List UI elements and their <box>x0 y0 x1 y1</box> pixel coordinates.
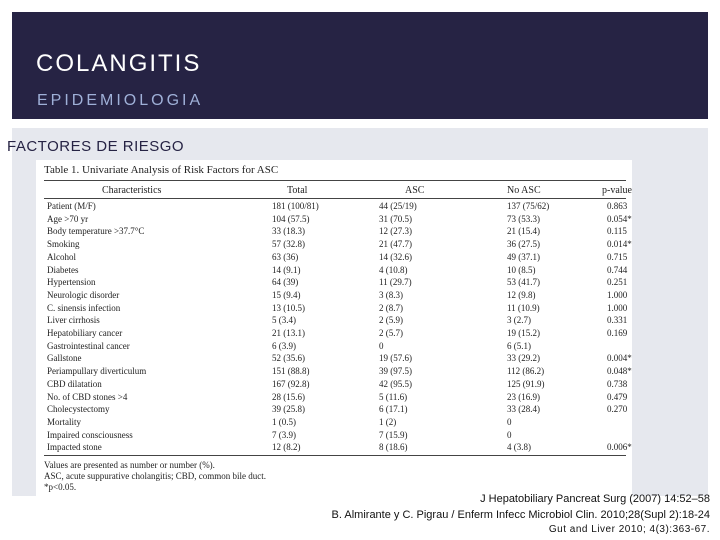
table-header-rule <box>44 198 626 199</box>
table-bottom-rule <box>44 455 626 456</box>
cell-no-asc: 0 <box>507 429 512 440</box>
cell-total: 15 (9.4) <box>272 289 301 300</box>
table-row <box>36 442 632 453</box>
column-header-p-value: p-value <box>602 185 632 196</box>
cell-total: 1 (0.5) <box>272 416 296 427</box>
cell-total: 57 (32.8) <box>272 239 305 250</box>
cell-no-asc: 33 (28.4) <box>507 404 540 415</box>
cell-p-value: 0.715 <box>607 251 628 262</box>
cell-asc: 12 (27.3) <box>379 226 412 237</box>
table-row <box>36 392 632 403</box>
cell-no-asc: 49 (37.1) <box>507 251 540 262</box>
table-row <box>36 239 632 250</box>
reference-citation: B. Almirante y C. Pigrau / Enferm Infecc Microbiol Clin. 2010;28(Supl 2):18-24 <box>331 509 710 521</box>
cell-p-value: 0.863 <box>607 201 628 211</box>
reference-citation: J Hepatobiliary Pancreat Surg (2007) 14:52–58 <box>480 493 710 505</box>
cell-total: 52 (35.6) <box>272 353 305 364</box>
table-notes <box>44 460 266 494</box>
cell-asc: 39 (97.5) <box>379 366 412 377</box>
cell-p-value: 0.054* <box>607 213 632 224</box>
cell-characteristic: Age >70 yr <box>47 213 89 224</box>
cell-characteristic: Impacted stone <box>47 442 102 453</box>
cell-no-asc: 36 (27.5) <box>507 239 540 250</box>
table-row <box>36 328 632 339</box>
cell-asc: 3 (8.3) <box>379 289 403 300</box>
cell-characteristic: Liver cirrhosis <box>47 315 100 326</box>
table-note: ASC, acute suppurative cholangitis; CBD, common bile duct. <box>44 471 266 482</box>
cell-asc: 44 (25/19) <box>379 201 417 211</box>
cell-total: 21 (13.1) <box>272 328 305 338</box>
cell-total: 6 (3.9) <box>272 340 296 351</box>
risk-factor-table <box>36 160 632 496</box>
cell-total: 33 (18.3) <box>272 226 305 237</box>
table-row <box>36 252 632 263</box>
title-banner <box>12 12 708 119</box>
cell-p-value: 0.115 <box>607 226 627 237</box>
cell-total: 14 (9.1) <box>272 264 301 275</box>
cell-no-asc: 6 (5.1) <box>507 340 531 351</box>
table-row <box>36 303 632 314</box>
table-row <box>36 366 632 377</box>
cell-asc: 2 (5.7) <box>379 328 403 338</box>
cell-total: 64 (39) <box>272 277 299 288</box>
table-row <box>36 201 632 212</box>
cell-no-asc: 12 (9.8) <box>507 289 536 300</box>
cell-total: 28 (15.6) <box>272 391 305 402</box>
cell-no-asc: 19 (15.2) <box>507 328 540 338</box>
cell-p-value: 0.014* <box>607 239 632 250</box>
table-row <box>36 379 632 390</box>
cell-asc: 7 (15.9) <box>379 429 408 440</box>
cell-characteristic: C. sinensis infection <box>47 302 121 313</box>
cell-no-asc: 0 <box>507 416 512 427</box>
table-title: Table 1. Univariate Analysis of Risk Factors for ASC <box>44 164 279 176</box>
table-row <box>36 214 632 225</box>
cell-asc: 42 (95.5) <box>379 378 412 389</box>
cell-no-asc: 11 (10.9) <box>507 302 540 313</box>
cell-asc: 2 (8.7) <box>379 302 403 313</box>
cell-asc: 0 <box>379 340 384 351</box>
cell-p-value: 0.048* <box>607 366 632 377</box>
cell-characteristic: Hepatobiliary cancer <box>47 328 123 338</box>
cell-characteristic: Hypertension <box>47 277 96 288</box>
cell-p-value: 0.738 <box>607 378 628 389</box>
table-note: Values are presented as number or number (%). <box>44 460 215 470</box>
cell-characteristic: Impaired consciousness <box>47 429 133 440</box>
cell-asc: 5 (11.6) <box>379 391 408 402</box>
cell-characteristic: Gastrointestinal cancer <box>47 340 130 351</box>
table-row <box>36 226 632 237</box>
cell-no-asc: 10 (8.5) <box>507 264 536 275</box>
table-row <box>36 404 632 415</box>
column-header-total: Total <box>287 185 308 196</box>
section-label: FACTORES DE RIESGO <box>7 138 185 155</box>
cell-asc: 11 (29.7) <box>379 277 412 288</box>
cell-total: 63 (36) <box>272 251 299 262</box>
cell-p-value: 0.331 <box>607 315 628 326</box>
cell-total: 151 (88.8) <box>272 366 310 377</box>
column-header-asc: ASC <box>405 185 425 196</box>
cell-total: 104 (57.5) <box>272 213 310 224</box>
cell-characteristic: Body temperature >37.7°C <box>47 226 145 237</box>
table-top-rule <box>44 180 626 181</box>
cell-no-asc: 137 (75/62) <box>507 201 550 211</box>
reference-citation: Gut and Liver 2010; 4(3):363-67. <box>548 524 710 535</box>
cell-p-value: 1.000 <box>607 289 628 300</box>
cell-total: 39 (25.8) <box>272 404 305 415</box>
table-row <box>36 417 632 428</box>
cell-total: 13 (10.5) <box>272 302 305 313</box>
cell-p-value: 0.006* <box>607 442 632 453</box>
cell-characteristic: Patient (M/F) <box>47 201 96 211</box>
cell-characteristic: Gallstone <box>47 353 82 364</box>
table-note: *p<0.05. <box>44 482 77 493</box>
table-row <box>36 265 632 276</box>
table-row <box>36 341 632 352</box>
table-row <box>36 430 632 441</box>
cell-asc: 19 (57.6) <box>379 353 412 364</box>
cell-p-value: 0.744 <box>607 264 628 275</box>
cell-total: 12 (8.2) <box>272 442 301 453</box>
cell-no-asc: 4 (3.8) <box>507 442 531 453</box>
cell-p-value: 1.000 <box>607 302 628 313</box>
cell-characteristic: CBD dilatation <box>47 378 102 389</box>
table-row <box>36 277 632 288</box>
slide-subtitle: EPIDEMIOLOGIA <box>37 92 204 109</box>
table-row <box>36 353 632 364</box>
cell-p-value: 0.169 <box>607 328 628 338</box>
cell-total: 167 (92.8) <box>272 378 310 389</box>
table-row <box>36 290 632 301</box>
slide-title: COLANGITIS <box>36 50 202 77</box>
cell-asc: 14 (32.6) <box>379 251 412 262</box>
cell-total: 5 (3.4) <box>272 315 296 326</box>
cell-no-asc: 112 (86.2) <box>507 366 545 377</box>
cell-asc: 6 (17.1) <box>379 404 408 415</box>
cell-no-asc: 53 (41.7) <box>507 277 540 288</box>
cell-total: 7 (3.9) <box>272 429 296 440</box>
cell-characteristic: Smoking <box>47 239 80 250</box>
cell-p-value: 0.270 <box>607 404 628 415</box>
cell-no-asc: 3 (2.7) <box>507 315 531 326</box>
cell-asc: 4 (10.8) <box>379 264 408 275</box>
cell-characteristic: Mortality <box>47 416 81 427</box>
cell-asc: 1 (2) <box>379 416 397 427</box>
cell-no-asc: 33 (29.2) <box>507 353 540 364</box>
table-row <box>36 315 632 326</box>
cell-characteristic: Periampullary diverticulum <box>47 366 147 377</box>
column-header-no-asc: No ASC <box>507 185 541 196</box>
cell-asc: 8 (18.6) <box>379 442 408 453</box>
cell-total: 181 (100/81) <box>272 201 319 211</box>
cell-asc: 2 (5.9) <box>379 315 403 326</box>
cell-characteristic: No. of CBD stones >4 <box>47 391 128 402</box>
cell-p-value: 0.251 <box>607 277 628 288</box>
cell-p-value: 0.479 <box>607 391 628 402</box>
cell-characteristic: Neurologic disorder <box>47 289 120 300</box>
cell-no-asc: 125 (91.9) <box>507 378 545 389</box>
cell-asc: 31 (70.5) <box>379 213 412 224</box>
cell-characteristic: Alcohol <box>47 251 76 262</box>
cell-no-asc: 23 (16.9) <box>507 391 540 402</box>
cell-characteristic: Diabetes <box>47 264 79 275</box>
cell-no-asc: 73 (53.3) <box>507 213 540 224</box>
cell-characteristic: Cholecystectomy <box>47 404 110 415</box>
column-header-characteristics: Characteristics <box>102 185 162 196</box>
cell-no-asc: 21 (15.4) <box>507 226 540 237</box>
cell-asc: 21 (47.7) <box>379 239 412 250</box>
cell-p-value: 0.004* <box>607 353 632 364</box>
